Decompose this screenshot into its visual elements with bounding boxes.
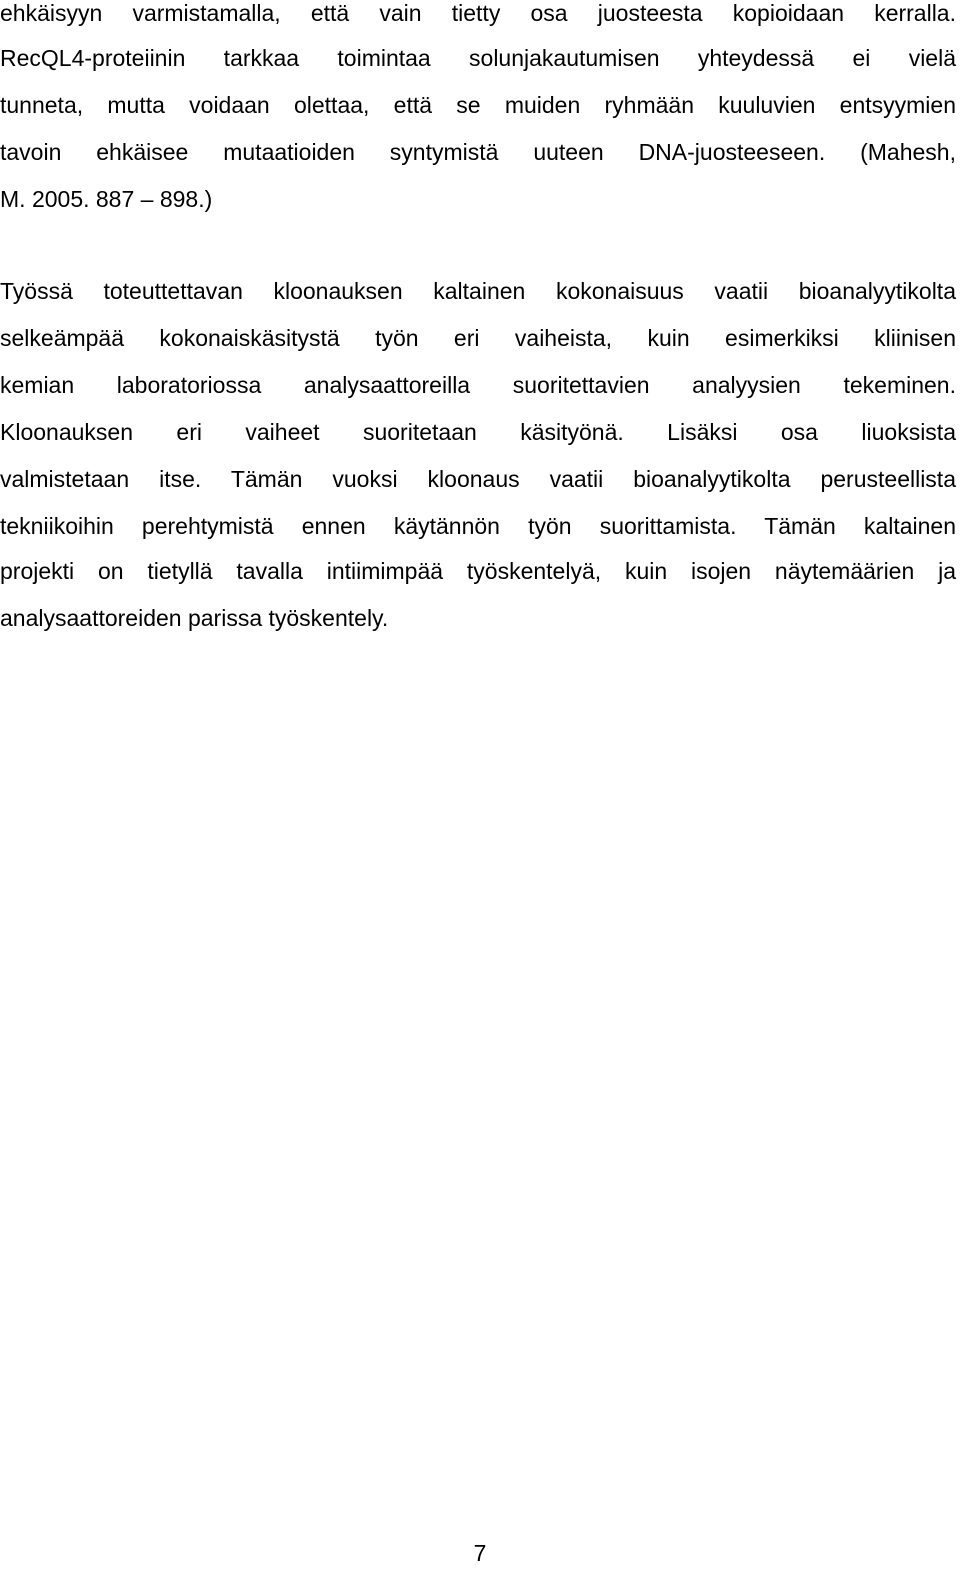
text-line: tekniikoihin perehtymistä ennen käytännön työn suorittamista. Tämän kaltainen bbox=[0, 513, 956, 539]
text-line: tavoin ehkäisee mutaatioiden syntymistä uuteen DNA-juosteeseen. (Mahesh, bbox=[0, 139, 956, 165]
text-line: Työssä toteuttettavan kloonauksen kaltainen kokonaisuus vaatii bioanalyytikolta bbox=[0, 278, 956, 304]
text-line: ehkäisyyn varmistamalla, että vain tietty osa juosteesta kopioidaan kerralla. bbox=[0, 0, 956, 26]
text-line: projekti on tietyllä tavalla intiimimpää työskentelyä, kuin isojen näytemäärien ja bbox=[0, 558, 956, 584]
text-line: Kloonauksen eri vaiheet suoritetaan käsityönä. Lisäksi osa liuoksista bbox=[0, 419, 956, 445]
text-line: valmistetaan itse. Tämän vuoksi kloonaus vaatii bioanalyytikolta perusteellista bbox=[0, 466, 956, 492]
text-line: analysaattoreiden parissa työskentely. bbox=[0, 605, 389, 631]
text-line: kemian laboratoriossa analysaattoreilla suoritettavien analyysien tekeminen. bbox=[0, 372, 956, 398]
text-line: tunneta, mutta voidaan olettaa, että se muiden ryhmään kuuluvien entsyymien bbox=[0, 92, 956, 118]
text-line: selkeämpää kokonaiskäsitystä työn eri vaiheista, kuin esimerkiksi kliinisen bbox=[0, 325, 956, 351]
text-line: RecQL4-proteiinin tarkkaa toimintaa solunjakautumisen yhteydessä ei vielä bbox=[0, 45, 956, 71]
page-number: 7 bbox=[473, 1540, 487, 1566]
text-line: M. 2005. 887 – 898.) bbox=[0, 186, 213, 212]
